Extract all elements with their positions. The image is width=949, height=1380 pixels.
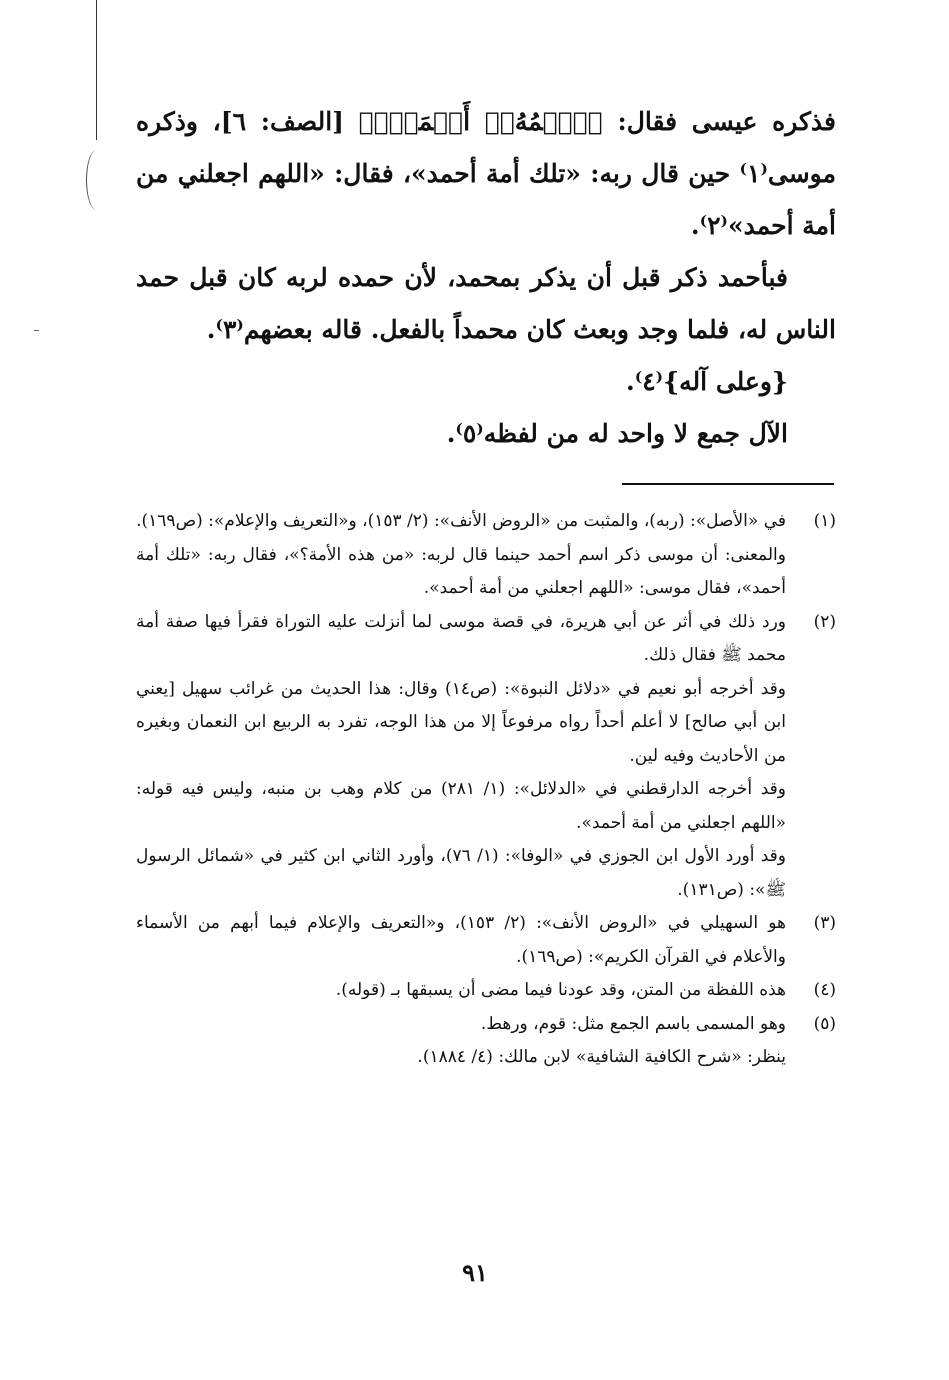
footnote-4 xyxy=(136,974,836,1008)
scan-edge-tick xyxy=(34,330,39,331)
footnote-number: (١) xyxy=(813,511,836,531)
footnote-text: في «الأصل»: (ربه)، والمثبت من «الروض الأنف»: (٢/ ١٥٣)، و«التعريف والإعلام»: (ص١٦٩). xyxy=(136,511,786,531)
main-paragraph: فذكره عيسى فقال: ﴿ٱسۡمُهُۥٓ أَحۡمَدُۖ﴾ [الصف: ٦]، وذكره موسى⁽١⁾ حين قال ربه: «تلك أمة أحمد»، فقال: «اللهم اجعلني من أمة أحمد»⁽٢⁾. xyxy=(136,107,836,240)
page-number: ٩١ xyxy=(462,1258,488,1287)
main-paragraph: فبأحمد ذكر قبل أن يذكر بمحمد، لأن حمده لربه كان قبل حمد الناس له، فلما وجد وبعث كان محمداً بالفعل. قاله بعضهم⁽٣⁾. xyxy=(136,263,836,344)
scan-edge-line xyxy=(96,0,97,140)
footnote-text: ورد ذلك في أثر عن أبي هريرة، في قصة موسى لما أنزلت عليه التوراة فقرأ فيها صفة أمة محمد ﷺ فقال ذلك. xyxy=(136,611,786,665)
footnote-text: وقد أخرجه الدارقطني في «الدلائل»: (١/ ٢٨١) من كلام وهب بن منبه، وليس فيه قوله: «اللهم اجعلني من أمة أحمد». xyxy=(136,779,786,833)
scan-edge-curve xyxy=(86,150,107,210)
main-text-block xyxy=(136,96,836,460)
footnote-number: (٢) xyxy=(813,611,836,632)
footnotes-section xyxy=(136,505,836,1075)
footnote-number: (٣) xyxy=(813,913,836,933)
footnote-3 xyxy=(136,907,836,974)
footnote-text: وقد أورد الأول ابن الجوزي في «الوفا»: (١/ ٧٦)، وأورد الثاني ابن كثير في «شمائل الرسول ﷺ»: (ص١٣١). xyxy=(136,846,787,900)
footnote-number: (٥) xyxy=(813,1013,836,1034)
footnote-text: هذه اللفظة من المتن، وقد عودنا فيما مضى أن يسبقها بـ (قوله). xyxy=(335,980,786,1000)
footnote-text: وهو المسمى باسم الجمع مثل: قوم، ورهط. xyxy=(480,1013,786,1034)
main-paragraph: الآل جمع لا واحد له من لفظه⁽٥⁾. xyxy=(446,419,788,448)
footnote-5 xyxy=(136,1008,836,1042)
footnote-text: وقد أخرجه أبو نعيم في «دلائل النبوة»: (ص١٤) وقال: هذا الحديث من غرائب سهيل [يعني ابن أبي صالح] لا أعلم أحداً رواه مرفوعاً إلا من هذا الوجه، تفرد به الربيع ابن النعمان وبغيره من الأحاديث وفيه لين. xyxy=(136,678,786,766)
footnote-text: هو السهيلي في «الروض الأنف»: (٢/ ١٥٣)، و«التعريف والإعلام فيما أبهم من الأسماء والأعلام في القرآن الكريم»: (ص١٦٩). xyxy=(136,913,786,967)
footnote-text: والمعنى: أن موسى ذكر اسم أحمد حينما قال لربه: «من هذه الأمة؟»، فقال ربه: «تلك أمة أحمد»، فقال موسى: «اللهم اجعلني من أمة أحمد». xyxy=(136,544,786,598)
footnote-separator xyxy=(622,483,834,485)
footnote-text: ينظر: «شرح الكافية الشافية» لابن مالك: (٤/ ١٨٨٤). xyxy=(417,1047,786,1067)
matn-heading: {وعلى آله}⁽٤⁾. xyxy=(626,367,788,396)
footnote-number: (٤) xyxy=(813,980,836,1000)
footnote-2 xyxy=(136,606,836,673)
footnote-1 xyxy=(136,505,836,539)
